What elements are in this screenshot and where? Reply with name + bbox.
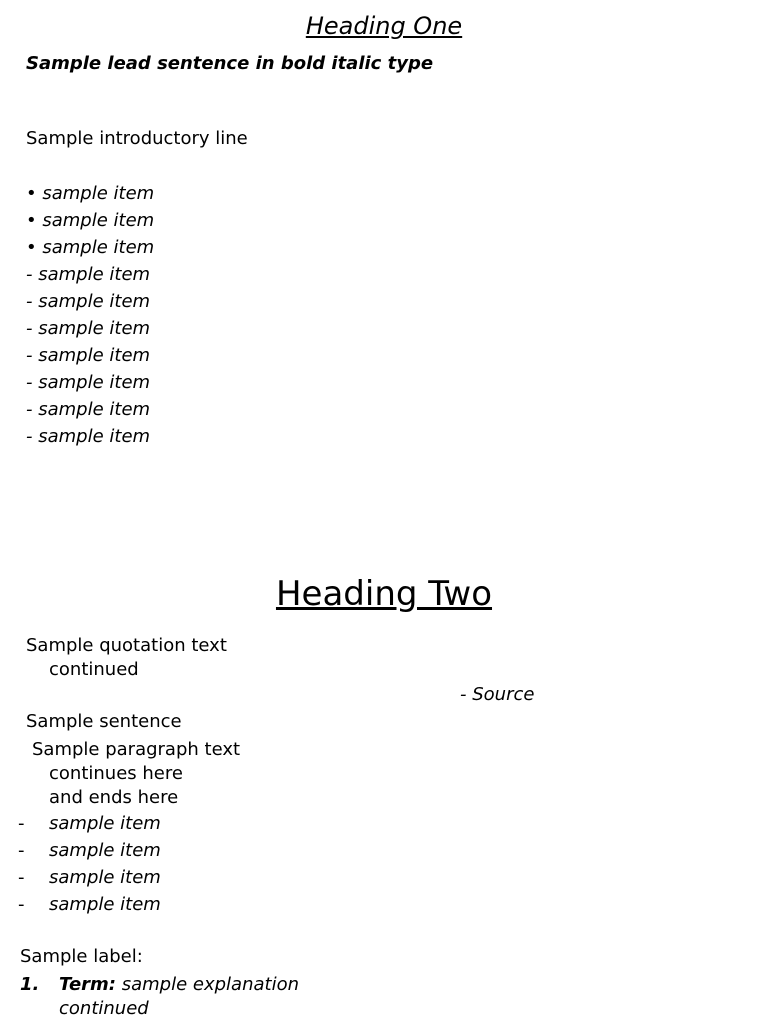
issues-label: Sample label: <box>20 946 143 967</box>
section2-title: Heading Two <box>275 574 493 614</box>
list-item: - sample item <box>26 399 151 420</box>
list-item: - sample item <box>26 264 151 285</box>
list-item: • sample item <box>26 183 155 204</box>
quote-line: continued <box>49 659 139 680</box>
list-item: • sample item <box>26 237 155 258</box>
section1-lead: Sample lead sentence in bold italic type <box>26 53 434 74</box>
issue-text-cont: continued <box>59 998 149 1019</box>
issue-item <box>20 973 740 1021</box>
section1-bullet-list <box>26 182 736 452</box>
list-item-text: sample item <box>49 840 161 861</box>
paragraph-line: and ends here <box>49 787 179 808</box>
paragraph-line: continues here <box>49 763 183 784</box>
list-item: - sample item <box>26 345 151 366</box>
list-item: - sample item <box>26 426 151 447</box>
list-item-text: sample item <box>49 867 161 888</box>
section2-quote <box>26 634 736 682</box>
list-item: - sample item <box>18 864 161 891</box>
quote-attribution: - Source <box>460 684 535 705</box>
section1-intro: Sample introductory line <box>26 128 248 149</box>
list-item: - sample item <box>26 372 151 393</box>
list-item: • sample item <box>26 210 155 231</box>
issue-text: sample explanation <box>121 974 300 995</box>
list-item: - sample item <box>26 318 151 339</box>
list-item: - sample item <box>18 837 161 864</box>
section2-dash-list <box>18 810 161 918</box>
list-item-text: sample item <box>49 894 161 915</box>
quote-line: Sample quotation text <box>26 635 227 656</box>
list-item: - sample item <box>18 810 161 837</box>
section2-paragraph <box>32 738 732 810</box>
list-item-text: sample item <box>49 813 161 834</box>
issue-heading: Term: <box>59 974 116 995</box>
issue-number: 1. <box>20 974 40 995</box>
section2-sentence: Sample sentence <box>26 711 182 732</box>
paragraph-line: Sample paragraph text <box>32 739 241 760</box>
section1-title: Heading One <box>305 12 463 40</box>
list-item: - sample item <box>18 891 161 918</box>
list-item: - sample item <box>26 291 151 312</box>
